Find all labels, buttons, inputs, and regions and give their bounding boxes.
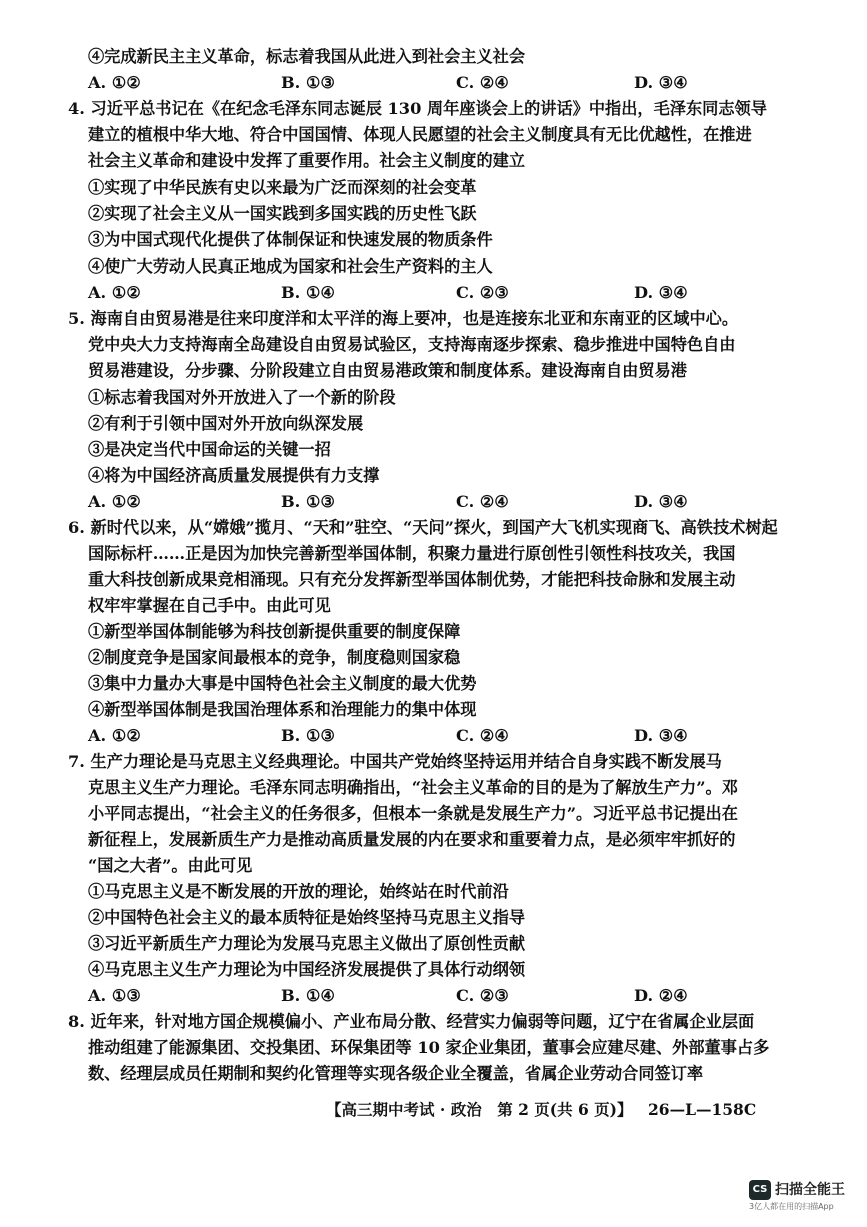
footer-code: 26—L—158C [648,1100,757,1119]
watermark-tagline: 3亿人都在用的扫描App [749,1202,834,1211]
q6-options [88,725,788,747]
q5-option-c: C. ②④ [456,492,509,511]
q4-options [88,282,788,304]
q4-statement-4: ④使广大劳动人民真正地成为国家和社会生产资料的主人 [88,257,493,276]
q7-statement-3: ③习近平新质生产力理论为发展马克思主义做出了原创性贡献 [88,934,526,953]
q6-statement-1: ①新型举国体制能够为科技创新提供重要的制度保障 [88,622,461,641]
q5-stem-line-3: 贸易港建设，分步骤、分阶段建立自由贸易港政策和制度体系。建设海南自由贸易港 [88,361,687,380]
q7-stem-line-2: 克思主义生产力理论。毛泽东同志明确指出，“社会主义革命的目的是为了解放生产力”。邓 [88,778,738,797]
q6-stem-line-3: 重大科技创新成果竞相涌现。只有充分发挥新型举国体制优势，才能把科技命脉和发展主动 [88,570,736,589]
q3-option-b: B. ①③ [281,73,335,92]
scanner-watermark [749,1178,859,1214]
q7-option-b: B. ①④ [281,986,335,1005]
footer-title: 【高三期中考试 · 政治 第 2 页(共 6 页)】 [326,1100,633,1119]
q7-options [88,985,788,1007]
q7-statement-4: ④马克思主义生产力理论为中国经济发展提供了具体行动纲领 [88,960,526,979]
page-footer [0,1097,867,1123]
q5-statement-3: ③是决定当代中国命运的关键一招 [88,440,331,459]
q6-option-a: A. ①② [88,726,141,745]
q3-options [88,72,788,94]
q4-option-c: C. ②③ [456,283,509,302]
q5-statement-2: ②有利于引领中国对外开放向纵深发展 [88,414,364,433]
q8-stem-line-3: 数、经理层成员任期制和契约化管理等实现各级企业全覆盖，省属企业劳动合同签订率 [88,1064,704,1083]
q7-stem-line-4: 新征程上，发展新质生产力是推动高质量发展的内在要求和重要着力点，是必须牢牢抓好的 [88,830,736,849]
q5-statement-1: ①标志着我国对外开放进入了一个新的阶段 [88,388,396,407]
q6-option-d: D. ③④ [634,726,688,745]
q7-option-d: D. ②④ [634,986,688,1005]
q7-option-a: A. ①③ [88,986,141,1005]
q3-option-c: C. ②④ [456,73,509,92]
q6-stem-line-2: 国际标杆……正是因为加快完善新型举国体制，积聚力量进行原创性引领性科技攻关，我国 [88,544,736,563]
camscanner-logo-icon: CS [749,1180,771,1200]
q5-stem-line-2: 党中央大力支持海南全岛建设自由贸易试验区，支持海南逐步探索、稳步推进中国特色自由 [88,335,736,354]
q4-statement-2: ②实现了社会主义从一国实践到多国实践的历史性飞跃 [88,204,477,223]
q5-option-d: D. ③④ [634,492,688,511]
q6-statement-2: ②制度竞争是国家间最根本的竞争，制度稳则国家稳 [88,648,461,667]
watermark-name: 扫描全能王 [775,1182,845,1198]
q4-stem-line-1: 4. 习近平总书记在《在纪念毛泽东同志诞辰 130 周年座谈会上的讲话》中指出，毛泽东同志领导 [68,99,767,118]
q7-stem-line-1: 7. 生产力理论是马克思主义经典理论。中国共产党始终坚持运用并结合自身实践不断发展马 [68,752,722,771]
q6-statement-3: ③集中力量办大事是中国特色社会主义制度的最大优势 [88,674,477,693]
q4-option-d: D. ③④ [634,283,688,302]
q4-statement-1: ①实现了中华民族有史以来最为广泛而深刻的社会变革 [88,178,477,197]
q8-stem-line-1: 8. 近年来，针对地方国企规模偏小、产业布局分散、经营实力偏弱等问题，辽宁在省属企业层面 [68,1012,755,1031]
q6-option-b: B. ①③ [281,726,335,745]
q4-statement-3: ③为中国式现代化提供了体制保证和快速发展的物质条件 [88,230,493,249]
q5-option-b: B. ①③ [281,492,335,511]
q4-stem-line-2: 建立的植根中华大地、符合中国国情、体现人民愿望的社会主义制度具有无比优越性，在推进 [88,125,752,144]
q5-statement-4: ④将为中国经济高质量发展提供有力支撑 [88,466,380,485]
q6-option-c: C. ②④ [456,726,509,745]
q6-stem-line-4: 权牢牢掌握在自己手中。由此可见 [88,596,331,615]
q7-stem-line-5: “国之大者”。由此可见 [88,856,253,875]
q4-stem-line-3: 社会主义革命和建设中发挥了重要作用。社会主义制度的建立 [88,151,526,170]
q7-statement-1: ①马克思主义是不断发展的开放的理论，始终站在时代前沿 [88,882,509,901]
q3-option-d: D. ③④ [634,73,688,92]
q7-statement-2: ②中国特色社会主义的最本质特征是始终坚持马克思主义指导 [88,908,526,927]
q4-option-b: B. ①④ [281,283,335,302]
q7-stem-line-3: 小平同志提出，“社会主义的任务很多，但根本一条就是发展生产力”。习近平总书记提出在 [88,804,738,823]
q6-stem-line-1: 6. 新时代以来，从“嫦娥”揽月、“天和”驻空、“天问”探火，到国产大飞机实现商飞、高铁技术树起 [68,518,778,537]
q5-option-a: A. ①② [88,492,141,511]
q5-options [88,491,788,513]
q3-statement-4: ④完成新民主主义革命，标志着我国从此进入到社会主义社会 [88,47,526,66]
q4-option-a: A. ①② [88,283,141,302]
q3-option-a: A. ①② [88,73,141,92]
q5-stem-line-1: 5. 海南自由贸易港是往来印度洋和太平洋的海上要冲，也是连接东北亚和东南亚的区域中心。 [68,309,739,328]
q6-statement-4: ④新型举国体制是我国治理体系和治理能力的集中体现 [88,700,477,719]
q8-stem-line-2: 推动组建了能源集团、交投集团、环保集团等 10 家企业集团，董事会应建尽建、外部董事占多 [88,1038,770,1057]
q7-option-c: C. ②③ [456,986,509,1005]
